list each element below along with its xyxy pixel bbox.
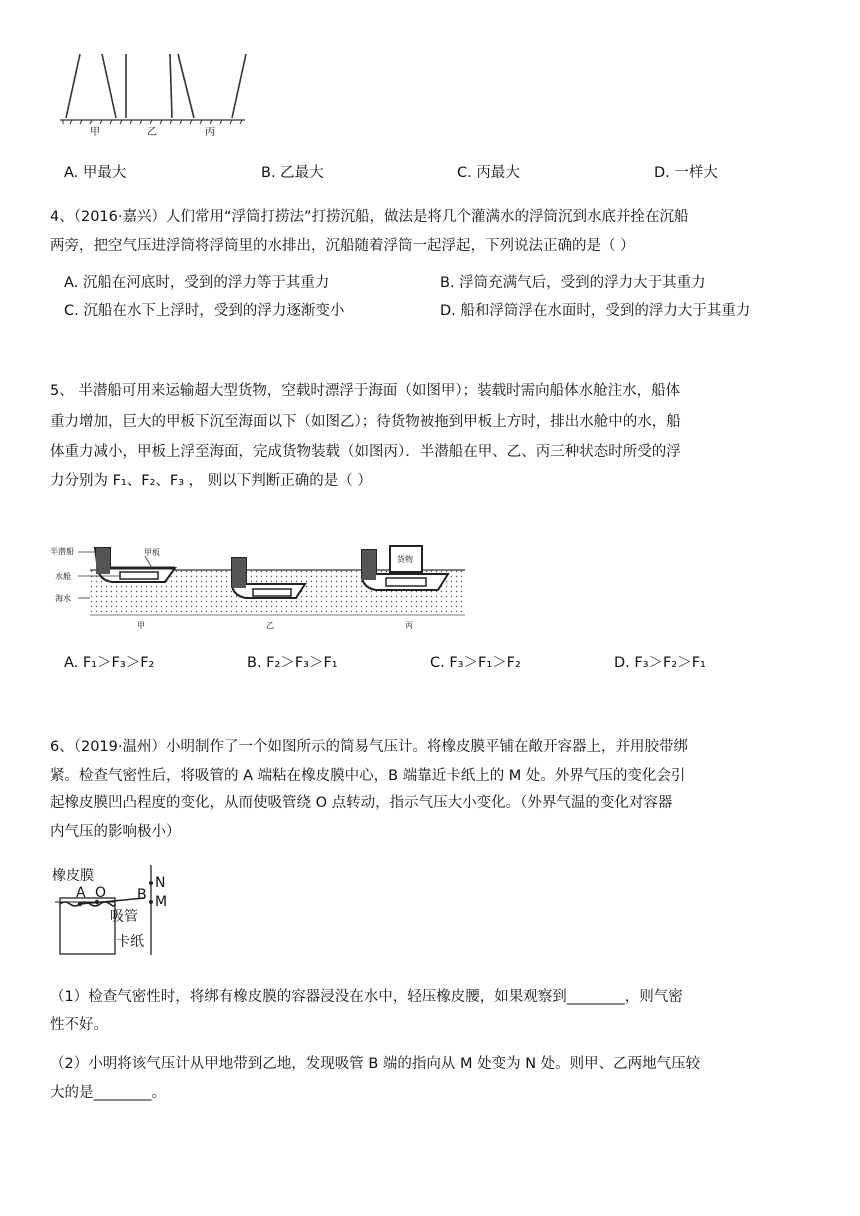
- q4-option-a: A. 沉船在河底时，受到的浮力等于其重力: [64, 275, 330, 291]
- q5-stem-line-3: 体重力减小，甲板上浮至海面，完成货物装载（如图丙）．半潜船在甲、乙、丙三种状态时所受的浮: [50, 444, 681, 460]
- q6-stem-line-3: 起橡皮膜凹凸程度的变化，从而使吸管绕 O 点转动，指示气压大小变化。（外界气温的变化对容器: [50, 795, 673, 811]
- q3-option-d: D. 一样大: [654, 165, 718, 181]
- q4-stem-line-1: 4、（2016·嘉兴）人们常用“浮筒打捞法”打捞沉船，做法是将几个灌满水的浮筒沉到水底并拴在沉船: [50, 209, 689, 225]
- q4-option-d: D. 船和浮筒浮在水面时，受到的浮力大于其重力: [440, 303, 751, 319]
- q5-stem-line-1: 5、 半潜船可用来运输超大型货物，空载时漂浮于海面（如图甲）；装载时需向船体水舱注水，船体: [50, 383, 681, 399]
- q5-fig-label-tank: 水舱: [55, 572, 71, 581]
- q6-fig-point-o: O: [95, 885, 107, 901]
- q4-option-b: B. 浮筒充满气后，受到的浮力大于其重力: [440, 275, 706, 291]
- q3-option-a: A. 甲最大: [64, 165, 127, 181]
- q5-fig-label-cargo: 货物: [397, 555, 413, 564]
- q6-stem-line-2: 紧。检查气密性后，将吸管的 A 端粘在橡皮膜中心，B 端靠近卡纸上的 M 处。外界气压的变化会引: [50, 768, 686, 784]
- top-fig-label-yi: 乙: [147, 127, 157, 138]
- q6-fig-point-b: B: [137, 887, 147, 903]
- q5-option-b: B. F₂＞F₃＞F₁: [247, 655, 338, 671]
- q5-option-c: C. F₃＞F₁＞F₂: [430, 655, 521, 671]
- q3-option-b: B. 乙最大: [261, 165, 324, 181]
- q6-fig-label-card: 卡纸: [116, 934, 144, 950]
- q3-option-c: C. 丙最大: [457, 165, 520, 181]
- q5-fig-label-sea: 海水: [55, 594, 71, 603]
- q5-fig-label-ship: 半潜船: [50, 547, 74, 556]
- q6-fig-label-straw: 吸管: [110, 909, 138, 925]
- q6-sub2-line-1: （2）小明将该气压计从甲地带到乙地，发现吸管 B 端的指向从 M 处变为 N 处。则甲、乙两地气压较: [50, 1056, 701, 1072]
- top-fig-label-bing: 丙: [205, 127, 215, 138]
- q5-stem-line-4: 力分别为 F₁、F₂、F₃ ， 则以下判断正确的是（ ）: [50, 473, 372, 489]
- q5-fig-caption-jia: 甲: [137, 621, 145, 630]
- q5-semi-submersible-figure: [50, 530, 470, 630]
- q6-sub2-line-2: 大的是________。: [50, 1085, 166, 1101]
- q6-fig-label-membrane: 橡皮膜: [52, 868, 94, 884]
- q6-stem-line-4: 内气压的影响极小）: [50, 824, 181, 840]
- q6-stem-line-1: 6、（2019·温州）小明制作了一个如图所示的简易气压计。将橡皮膜平铺在敞开容器上，并用胶带绑: [50, 739, 688, 755]
- q6-sub1-line-1: （1）检查气密性时，将绑有橡皮膜的容器浸没在水中，轻压橡皮腰，如果观察到________，则气密: [50, 989, 683, 1005]
- q6-fig-point-m: M: [155, 894, 168, 910]
- q5-option-d: D. F₃＞F₂＞F₁: [614, 655, 706, 671]
- q5-option-a: A. F₁＞F₃＞F₂: [64, 655, 155, 671]
- q5-fig-caption-bing: 丙: [405, 621, 413, 630]
- q6-sub1-line-2: 性不好。: [50, 1017, 108, 1033]
- q4-stem-line-2: 两旁，把空气压进浮筒将浮筒里的水排出，沉船随着浮筒一起浮起，下列说法正确的是（ ）: [50, 238, 635, 254]
- q6-fig-point-a: A: [76, 885, 86, 901]
- q5-fig-caption-yi: 乙: [266, 621, 274, 630]
- q4-option-c: C. 沉船在水下上浮时，受到的浮力逐渐变小: [64, 303, 345, 319]
- q6-fig-point-n: N: [155, 875, 166, 891]
- top-fig-label-jia: 甲: [90, 127, 100, 138]
- q5-stem-line-2: 重力增加，巨大的甲板下沉至海面以下（如图乙）；待货物被拖到甲板上方时，排出水舱中的水，船: [50, 414, 681, 430]
- q5-fig-label-deck: 甲板: [144, 548, 160, 557]
